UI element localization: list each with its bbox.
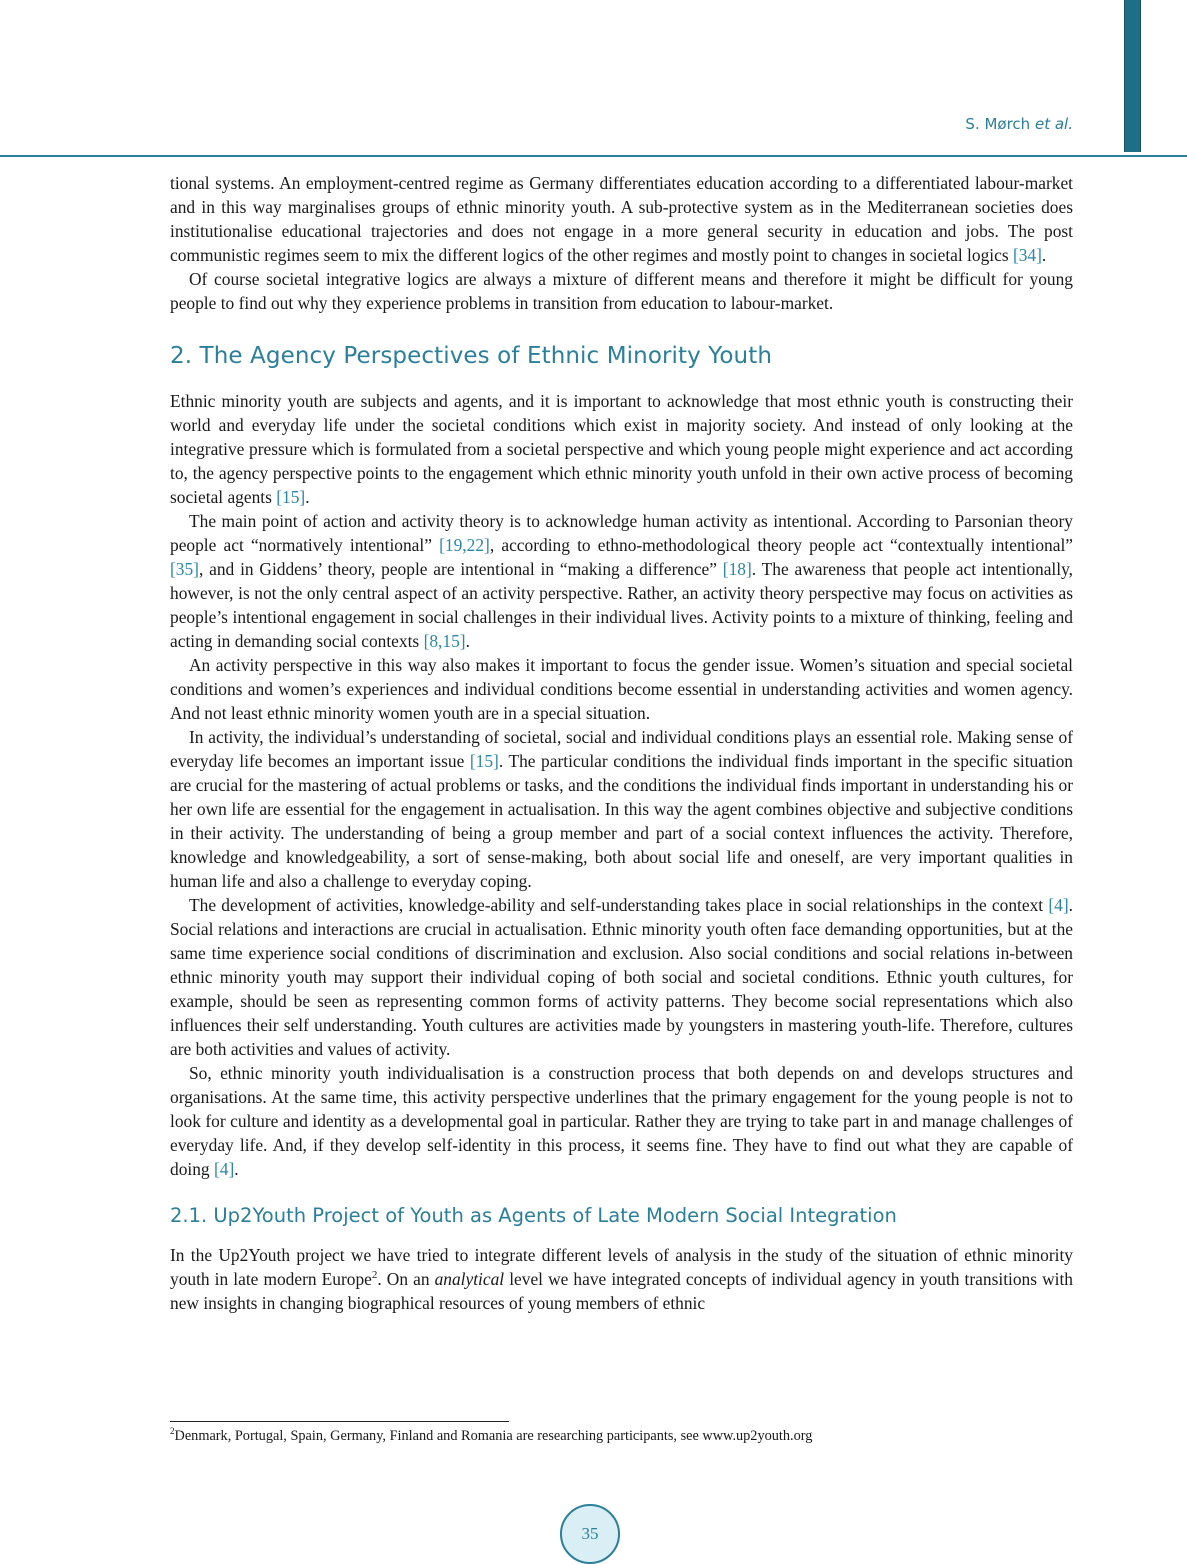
text: . (234, 1159, 239, 1179)
text: So, ethnic minority youth individualisation is a construction process that both depends on and develops structures and organisations. At the same time, this activity perspective underlines that the primary engagement for the young people is not to look for culture and identity as a developmental goal in particular. Rather they are trying to take part in and manage challenges of everyday life. And, if they develop self-identity in this process, it seems fine. They have to find out what they are capable of doing (170, 1063, 1073, 1179)
text: . Social relations and interactions are crucial in actualisation. Ethnic minority youth often face demanding opportunities, but at the same time experience social conditions of discrimination and exclusion. Also social conditions and social relations in-between ethnic minority youth may support their individual coping of both social and societal conditions. Ethnic youth cultures, for example, should be seen as representing common forms of activity patterns. They become social representations which also influences their self understanding. Youth cultures are activities made by youngsters in mastering youth-life. Therefore, cultures are both activities and values of activity. (170, 895, 1073, 1059)
text: . On an (377, 1269, 435, 1289)
section-2-1-paragraph-1 (170, 1243, 1073, 1315)
running-head (965, 115, 1073, 133)
text: level we have integrated concepts of individual agency in youth transitions with new insights in changing biographical resources of young members of ethnic (170, 1269, 1073, 1313)
section-2-paragraph-2 (170, 509, 1073, 653)
running-head-author: S. Mørch (965, 115, 1031, 133)
intro-paragraph-2: Of course societal integrative logics are always a mixture of different means and therefore it might be difficult for young people to find out why they experience problems in transition from education to labour-market. (170, 269, 1073, 313)
text: The main point of action and activity theory is to acknowledge human activity as intentional. According to Parsonian theory people act “normatively intentional” (170, 511, 1073, 555)
text: . The awareness that people act intentionally, however, is not the only central aspect of an activity perspective. Rather, an activity theory perspective may focus on activities as people’s intentional engagement in social challenges in their individual lives. Activity points to a mixture of thinking, feeling and acting in demanding social contexts (170, 559, 1074, 651)
section-2-heading: 2. The Agency Perspectives of Ethnic Minority Youth (170, 343, 773, 369)
footnote-number: 2 (170, 1426, 175, 1437)
text: Ethnic minority youth are subjects and agents, and it is important to acknowledge that most ethnic youth is constructing their world and everyday life under the societal conditions which exist in majority society. And instead of only looking at the integrative pressure which is formulated from a societal perspective and which young people might experience and act according to, the agency perspective points to the engagement which ethnic minority youth unfold in their own active process of becoming societal agents (170, 391, 1073, 507)
text: , and in Giddens’ theory, people are intentional in “making a difference” (198, 559, 723, 579)
section-2-1-heading: 2.1. Up2Youth Project of Youth as Agents of Late Modern Social Integration (170, 1204, 897, 1227)
citation-link[interactable]: [19,22] (439, 535, 490, 555)
text: In the Up2Youth project we have tried to integrate different levels of analysis in the study of the situation of ethnic minority youth in late modern Europe (170, 1245, 1073, 1289)
citation-link[interactable]: [15] (276, 487, 306, 507)
section-2-paragraph-5 (170, 893, 1073, 1061)
citation-link[interactable]: [35] (170, 559, 199, 579)
section-2-paragraph-3: An activity perspective in this way also makes it important to focus the gender issue. Women’s situation and special societal conditions and women’s experiences and individual conditions become essential in understanding activities and women agency. And not least ethnic minority women youth are in a special situation. (170, 655, 1073, 723)
running-head-etal: et al. (1034, 115, 1073, 133)
citation-link[interactable]: [34] (1012, 245, 1042, 265)
citation-link[interactable]: [18] (722, 559, 752, 579)
citation-link[interactable]: [8,15] (423, 631, 466, 651)
intro-paragraph-1 (170, 171, 1073, 267)
section-2-paragraph-4 (170, 725, 1073, 893)
side-color-tab (1124, 0, 1141, 152)
footnote-text: Denmark, Portugal, Spain, Germany, Finland and Romania are researching participants, see www.up2youth.org (174, 1428, 813, 1444)
main-content (170, 171, 1073, 1315)
text: . The particular conditions the individual finds important in the specific situation are crucial for the mastering of actual problems or tasks, and the conditions the individual finds important in understanding his or her own life are essential for the engagement in actualisation. In this way the agent combines objective and subjective conditions in their activity. The understanding of being a group member and part of a social context influences the activity. Therefore, knowledge and knowledgeability, a sort of sense-making, both about social life and oneself, are very important qualities in human life and also a challenge to everyday coping. (170, 751, 1073, 891)
text: . (465, 631, 470, 651)
text: . (1041, 245, 1047, 265)
text: In activity, the individual’s understanding of societal, social and individual conditions plays an essential role. Making sense of everyday life becomes an important issue (170, 727, 1073, 771)
page-number (560, 1504, 620, 1564)
text: tional systems. An employment-centred regime as Germany differentiates education according to a differentiated labour-market and in this way marginalises groups of ethnic minority youth. A sub-protective system as in the Mediterranean societies does institutionalise educational trajectories and does not engage in a more general security in education and jobs. The post communistic regimes seem to mix the different logics of the other regimes and mostly point to changes in societal logics (170, 173, 1073, 265)
section-2-paragraph-6 (170, 1061, 1073, 1181)
text: , according to ethno-methodological theory people act “contextually intentional” (489, 535, 1073, 555)
emphasis: analytical (434, 1269, 505, 1289)
page-number-label: 35 (581, 1524, 599, 1543)
text: The development of activities, knowledge-ability and self-understanding takes place in social relationships in the context (189, 895, 1049, 915)
footnote-rule (170, 1421, 509, 1422)
section-2-paragraph-1 (170, 389, 1073, 509)
header-rule (0, 155, 1187, 157)
citation-link[interactable]: [4] (1048, 895, 1069, 915)
footnote (170, 1427, 812, 1445)
text: . (305, 487, 310, 507)
citation-link[interactable]: [15] (469, 751, 499, 771)
footnote-marker[interactable]: 2 (371, 1269, 378, 1282)
citation-link[interactable]: [4] (213, 1159, 235, 1179)
